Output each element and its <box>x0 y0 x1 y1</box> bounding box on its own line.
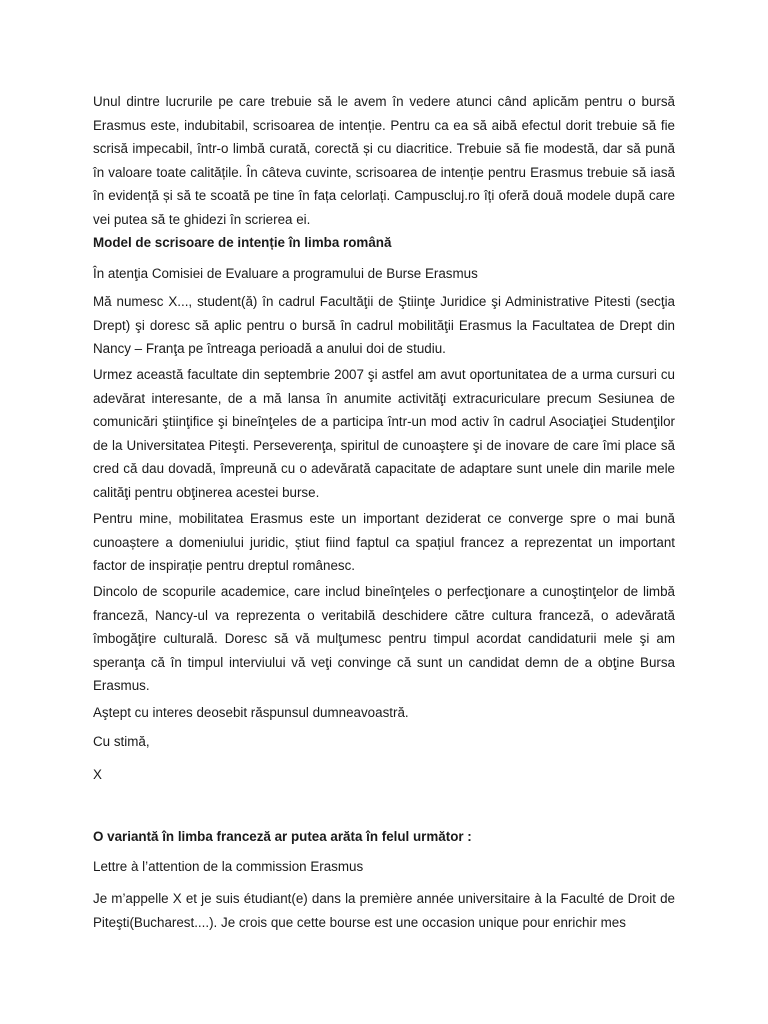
closing-salutation: Cu stimă, <box>93 734 150 749</box>
addressee-romanian: În atenţia Comisiei de Evaluare a programului de Burse Erasmus <box>93 266 478 281</box>
letter-paragraph-french: Je m’appelle X et je suis étudiant(e) dans la première année universitaire à la Faculté de Droit de Piteşti(Bucharest....). Je crois que cette bourse est une occasion unique pour enrichir mes <box>93 891 675 930</box>
intro-paragraph: Unul dintre lucrurile pe care trebuie să le avem în vedere atunci când aplicăm pentru o bursă Erasmus este, indubitabil, scrisoarea de intenție. Pentru ca ea să aibă efectul dorit trebuie să fie scrisă impecabil, într-o limbă curată, corectă și cu diacritice. Trebuie să fie modestă, dar să pună în valoare toate calitățile. În câteva cuvinte, scrisoarea de intenție pentru Erasmus trebuie să iasă în evidență și să te scoată pe tine în fața celorlați. Campuscluj.ro îți oferă două modele după care vei putea să te ghidezi în scrierea ei. <box>93 94 675 227</box>
signature: X <box>93 767 102 782</box>
letter-paragraph-2: Urmez această facultate din septembrie 2007 şi astfel am avut oportunitatea de a urma cursuri cu adevărat interesante, de a mă lansa în anumite activităţi extracuriculare precum Sesiunea de comunicări ştiinţifice şi bineînţeles de a participa într-un mod activ în cadrul Asociaţiei Studenţilor de la Universitatea Piteşti. Perseverenţa, spiritul de cunoaştere şi de inovare de care îmi place să cred că dau dovadă, împreună cu o adevărată capacitate de adaptare sunt unele din marile mele calităţi pentru obţinerea acestei burse. <box>93 367 675 500</box>
heading-romanian-model: Model de scrisoare de intenție în limba română <box>93 235 392 250</box>
letter-paragraph-4: Dincolo de scopurile academice, care includ bineînţeles o perfecţionare a cunoştinţelor de limbă franceză, Nancy-ul va reprezenta o veritabilă deschidere către cultura franceză, o adevărată îmbogăţire culturală. Doresc să vă mulţumesc pentru timpul acordat candidaturii mele şi am speranţa că în timpul interviului vă veţi convinge că sunt un candidat demn de a obţine Bursa Erasmus. <box>93 584 675 693</box>
addressee-french: Lettre à l’attention de la commission Erasmus <box>93 859 364 874</box>
letter-paragraph-5: Aştept cu interes deosebit răspunsul dumneavoastră. <box>93 705 409 720</box>
letter-paragraph-3: Pentru mine, mobilitatea Erasmus este un important deziderat ce converge spre o mai bună cunoaștere a domeniului juridic, știut fiind faptul ca spațiul francez a reprezentat un important factor de inspirație pentru dreptul românesc. <box>93 511 675 573</box>
letter-paragraph-1: Mă numesc X..., student(ă) în cadrul Facultăţii de Ştiinţe Juridice şi Administrative Pitesti (secţia Drept) şi doresc să aplic pentru o bursă în cadrul mobilităţii Erasmus la Facultatea de Drept din Nancy – Franţa pe întreaga perioadă a anului doi de studiu. <box>93 294 675 356</box>
heading-french-variant: O variantă în limba franceză ar putea arăta în felul următor : <box>93 829 472 844</box>
